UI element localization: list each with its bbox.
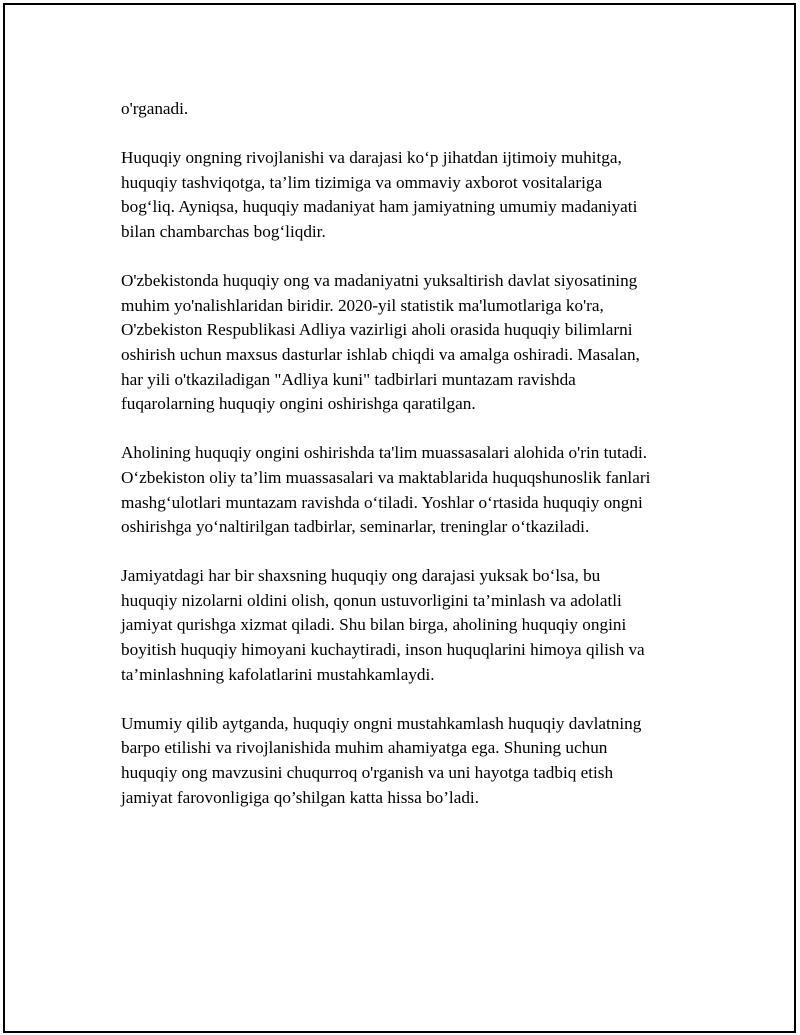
paragraph: Aholining huquqiy ongini oshirishda ta'lim muassasalari alohida o'rin tutadi. O‘zbekiston oliy ta’lim muassasalari va maktablarida huquqshunoslik fanlari mashg‘ulotlari muntazam ravishda o‘tiladi. Yoshlar o‘rtasida huquqiy ongni oshirishga yo‘naltirilgan tadbirlar, seminarlar, treninglar o‘tkaziladi.: [121, 443, 651, 537]
paragraph: O'zbekistonda huquqiy ong va madaniyatni yuksaltirish davlat siyosatining muhim yo'nalishlaridan biridir. 2020-yil statistik ma'lumotlariga ko'ra, O'zbekiston Respublikasi Adliya vazirligi aholi orasida huquqiy bilimlarni oshirish uchun maxsus dasturlar ishlab chiqdi va amalga oshiradi. Masalan, har yili o'tkaziladigan "Adliya kuni" tadbirlari muntazam ravishda fuqarolarning huquqiy ongini oshirishga qaratilgan.: [121, 271, 640, 414]
paragraph-continuation: o'rganadi.: [121, 99, 189, 118]
document-body: [121, 97, 701, 810]
paragraph: Jamiyatdagi har bir shaxsning huquqiy ong darajasi yuksak bo‘lsa, bu huquqiy nizolarni oldini olish, qonun ustuvorligini ta’minlash va adolatli jamiyat qurishga xizmat qiladi. Shu bilan birga, aholining huquqiy ongini boyitish huquqiy himoyani kuchaytiradi, inson huquqlarini himoya qilish va ta’minlashning kafolatlarini mustahkamlaydi.: [121, 566, 645, 684]
paragraph: Huquqiy ongning rivojlanishi va darajasi ko‘p jihatdan ijtimoiy muhitga, huquqiy tashviqotga, ta’lim tizimiga va ommaviy axborot vositalariga bog‘liq. Ayniqsa, huquqiy madaniyat ham jamiyatning umumiy madaniyati bilan chambarchas bog‘liqdir.: [121, 148, 638, 241]
page-frame: [3, 3, 796, 1033]
paragraph: Umumiy qilib aytganda, huquqiy ongni mustahkamlash huquqiy davlatning barpo etilishi va rivojlanishida muhim ahamiyatga ega. Shuning uchun huquqiy ong mavzusini chuqurroq o'rganish va uni hayotga tadbiq etish jamiyat farovonligiga qo’shilgan katta hissa bo’ladi.: [121, 713, 642, 807]
